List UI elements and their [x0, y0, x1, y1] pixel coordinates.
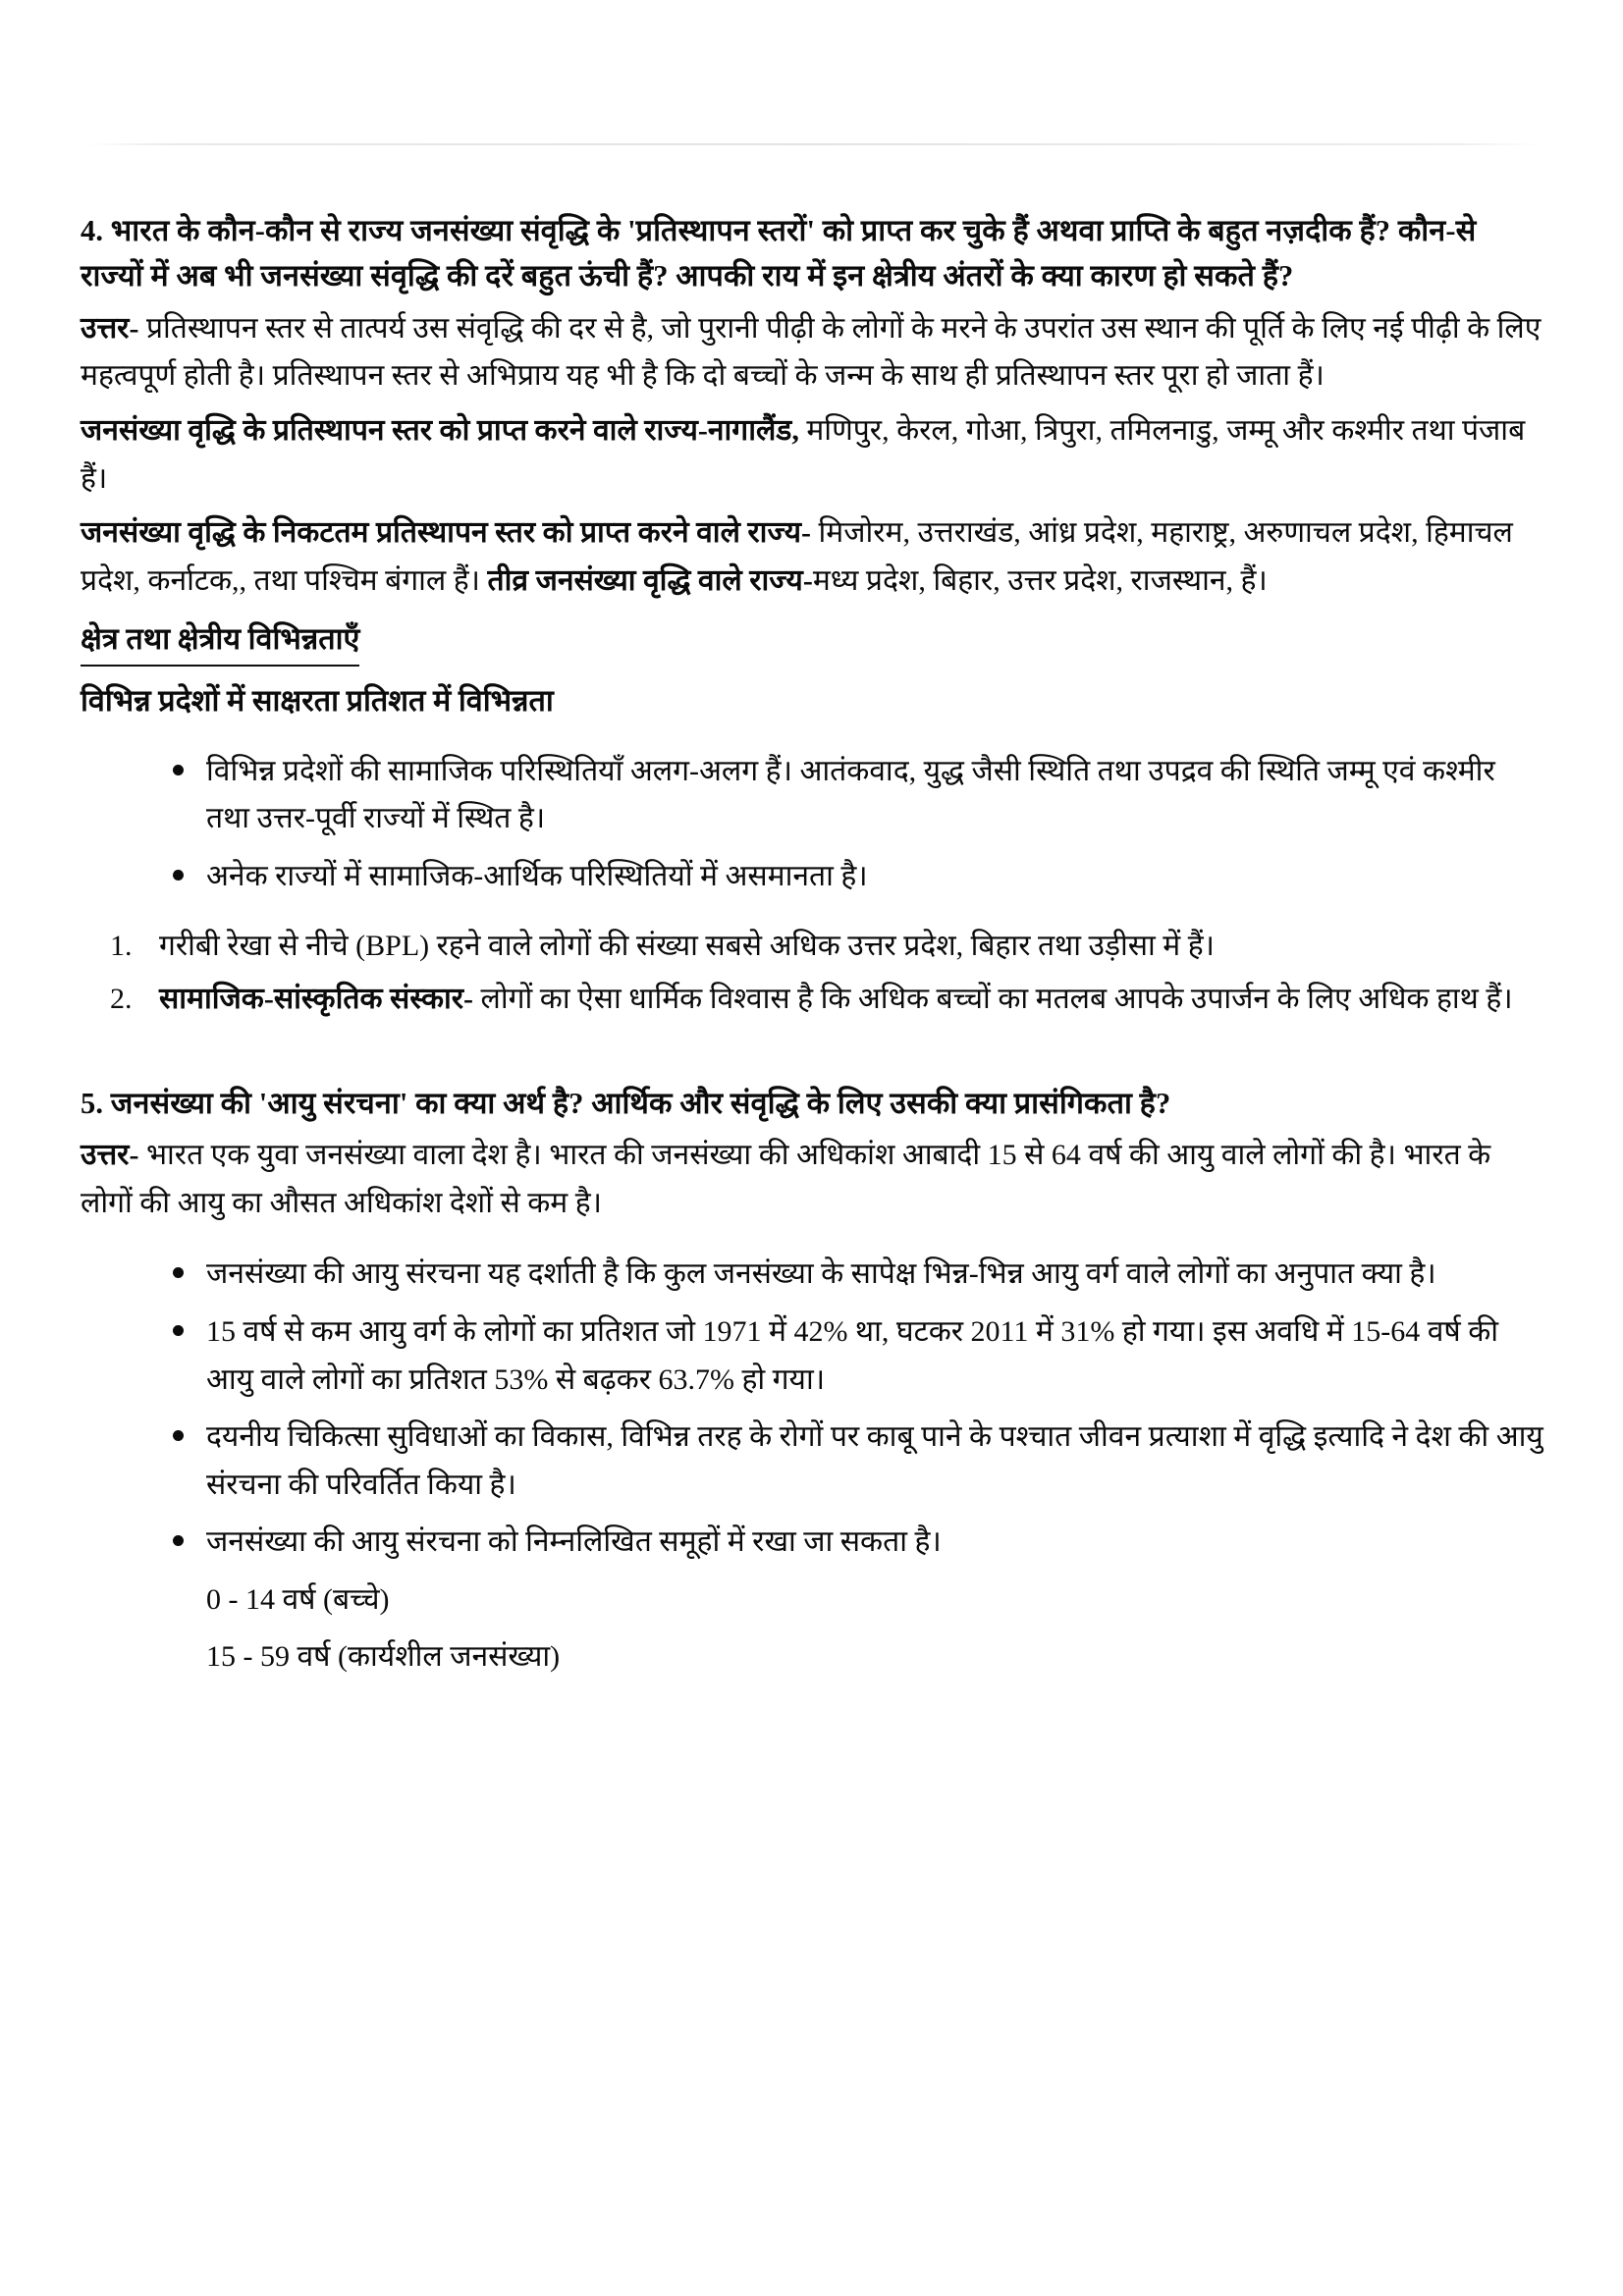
list-item	[98, 976, 1545, 1024]
answer-5-label: उत्तर-	[81, 1139, 139, 1172]
list-item	[98, 923, 1545, 971]
replacement-level-states-paragraph	[81, 407, 1545, 503]
replacement-level-states-label: जनसंख्या वृद्धि के प्रतिस्थापन स्तर को प्राप्त करने वाले राज्य-नागालैंड,	[81, 413, 799, 447]
answer-4-body: प्रतिस्थापन स्तर से तात्पर्य उस संवृद्धि की दर से है, जो पुरानी पीढ़ी के लोगों के मरने के उपरांत उस स्थान की पूर्ति के लिए नई पीढ़ी के लिए महत्वपूर्ण होती है। प्रतिस्थापन स्तर से अभिप्राय यह भी है कि दो बच्चों के जन्म के साथ ही प्रतिस्थापन स्तर पूरा हो जाता हैं।	[81, 311, 1542, 393]
list-item: अनेक राज्यों में सामाजिक-आर्थिक परिस्थितियों में असमानता है।	[161, 853, 1545, 901]
question-5-bullet-list	[81, 1251, 1545, 1682]
region-heading-wrapper	[81, 605, 1545, 666]
list-item: 15 वर्ष से कम आयु वर्ग के लोगों का प्रतिशत जो 1971 में 42% था, घटकर 2011 में 31% हो गया। इस अवधि में 15-64 वर्ष की आयु वाले लोगों का प्रतिशत 53% से बढ़कर 63.7% हो गया।	[161, 1308, 1545, 1404]
page-content	[81, 208, 1545, 1691]
replacement-level-states-list: मणिपुर, केरल, गोआ, त्रिपुरा, तमिलनाडु, जम्मू और कश्मीर तथा पंजाब हैं।	[81, 413, 1526, 495]
fast-growth-states-label: तीव्र जनसंख्या वृद्धि वाले राज्य-	[487, 563, 813, 597]
age-group-lines	[206, 1576, 1545, 1682]
near-replacement-states-paragraph	[81, 509, 1545, 605]
question-4-bullet-list	[81, 748, 1545, 901]
numbered-item-label: सामाजिक-सांस्कृतिक संस्कार-	[159, 983, 474, 1016]
list-item-text: जनसंख्या की आयु संरचना को निम्नलिखित समूहों में रखा जा सकता है।	[206, 1525, 942, 1559]
list-item	[161, 1519, 1545, 1682]
near-replacement-states-list: मिजोरम, उत्तराखंड, आंध्र प्रदेश, महाराष्ट्र, अरुणाचल प्रदेश, हिमाचल प्रदेश, कर्नाटक,, तथा पश्चिम बंगाल हैं।	[81, 516, 1513, 597]
question-5-text: 5. जनसंख्या की 'आयु संरचना' का क्या अर्थ है? आर्थिक और संवृद्धि के लिए उसकी क्या प्रासंगिकता है?	[81, 1086, 1171, 1120]
region-heading: क्षेत्र तथा क्षेत्रीय विभिन्नताएँ	[81, 616, 359, 666]
page-top-rule	[86, 143, 1540, 145]
question-4-text: 4. भारत के कौन-कौन से राज्य जनसंख्या संवृद्धि के 'प्रतिस्थापन स्तरों' को प्राप्त कर चुके हैं अथवा प्राप्ति के बहुत नज़दीक हैं? कौन-से राज्यों में अब भी जनसंख्या संवृद्धि की दरें बहुत ऊंची हैं? आपकी राय में इन क्षेत्रीय अंतरों के क्या कारण हो सकते हैं?	[81, 214, 1477, 294]
age-group-working: 15 - 59 वर्ष (कार्यशील जनसंख्या)	[206, 1640, 561, 1674]
numbered-item-text: लोगों का ऐसा धार्मिक विश्वास है कि अधिक बच्चों का मतलब आपके उपार्जन के लिए अधिक हाथ हैं।	[473, 983, 1513, 1016]
list-item: दयनीय चिकित्सा सुविधाओं का विकास, विभिन्न तरह के रोगों पर काबू पाने के पश्चात जीवन प्रत्याशा में वृद्धि इत्यादि ने देश की आयु संरचना की परिवर्तित किया है।	[161, 1414, 1545, 1509]
answer-5-paragraph	[81, 1132, 1545, 1227]
question-block-4	[81, 208, 1545, 1024]
literacy-subheading: विभिन्न प्रदेशों में साक्षरता प्रतिशत में विभिन्नता	[81, 683, 554, 718]
numbered-item-text: गरीबी रेखा से नीचे (BPL) रहने वाले लोगों की संख्या सबसे अधिक उत्तर प्रदेश, बिहार तथा उड़ीसा में हैं।	[159, 929, 1216, 962]
section-gap	[81, 1030, 1545, 1081]
answer-5-body: भारत एक युवा जनसंख्या वाला देश है। भारत की जनसंख्या की अधिकांश आबादी 15 से 64 वर्ष की आयु वाले लोगों की है। भारत के लोगों की आयु का औसत अधिकांश देशों से कम है।	[81, 1139, 1491, 1219]
near-replacement-states-label: जनसंख्या वृद्धि के निकटतम प्रतिस्थापन स्तर को प्राप्त करने वाले राज्य-	[81, 516, 811, 550]
fast-growth-states-list: मध्य प्रदेश, बिहार, उत्तर प्रदेश, राजस्थान, हैं।	[812, 563, 1268, 597]
question-block-5	[81, 1081, 1545, 1682]
list-item: विभिन्न प्रदेशों की सामाजिक परिस्थितियाँ अलग-अलग हैं। आतंकवाद, युद्ध जैसी स्थिति तथा उपद्रव की स्थिति जम्मू एवं कश्मीर तथा उत्तर-पूर्वी राज्यों में स्थित है।	[161, 748, 1545, 843]
question-4-numbered-list	[81, 923, 1545, 1024]
list-item: जनसंख्या की आयु संरचना यह दर्शाती है कि कुल जनसंख्या के सापेक्ष भिन्न-भिन्न आयु वर्ग वाले लोगों का अनुपात क्या है।	[161, 1251, 1545, 1299]
answer-4-paragraph	[81, 305, 1545, 400]
answer-4-label: उत्तर-	[81, 311, 139, 345]
age-group-children: 0 - 14 वर्ष (बच्चे)	[206, 1582, 390, 1616]
